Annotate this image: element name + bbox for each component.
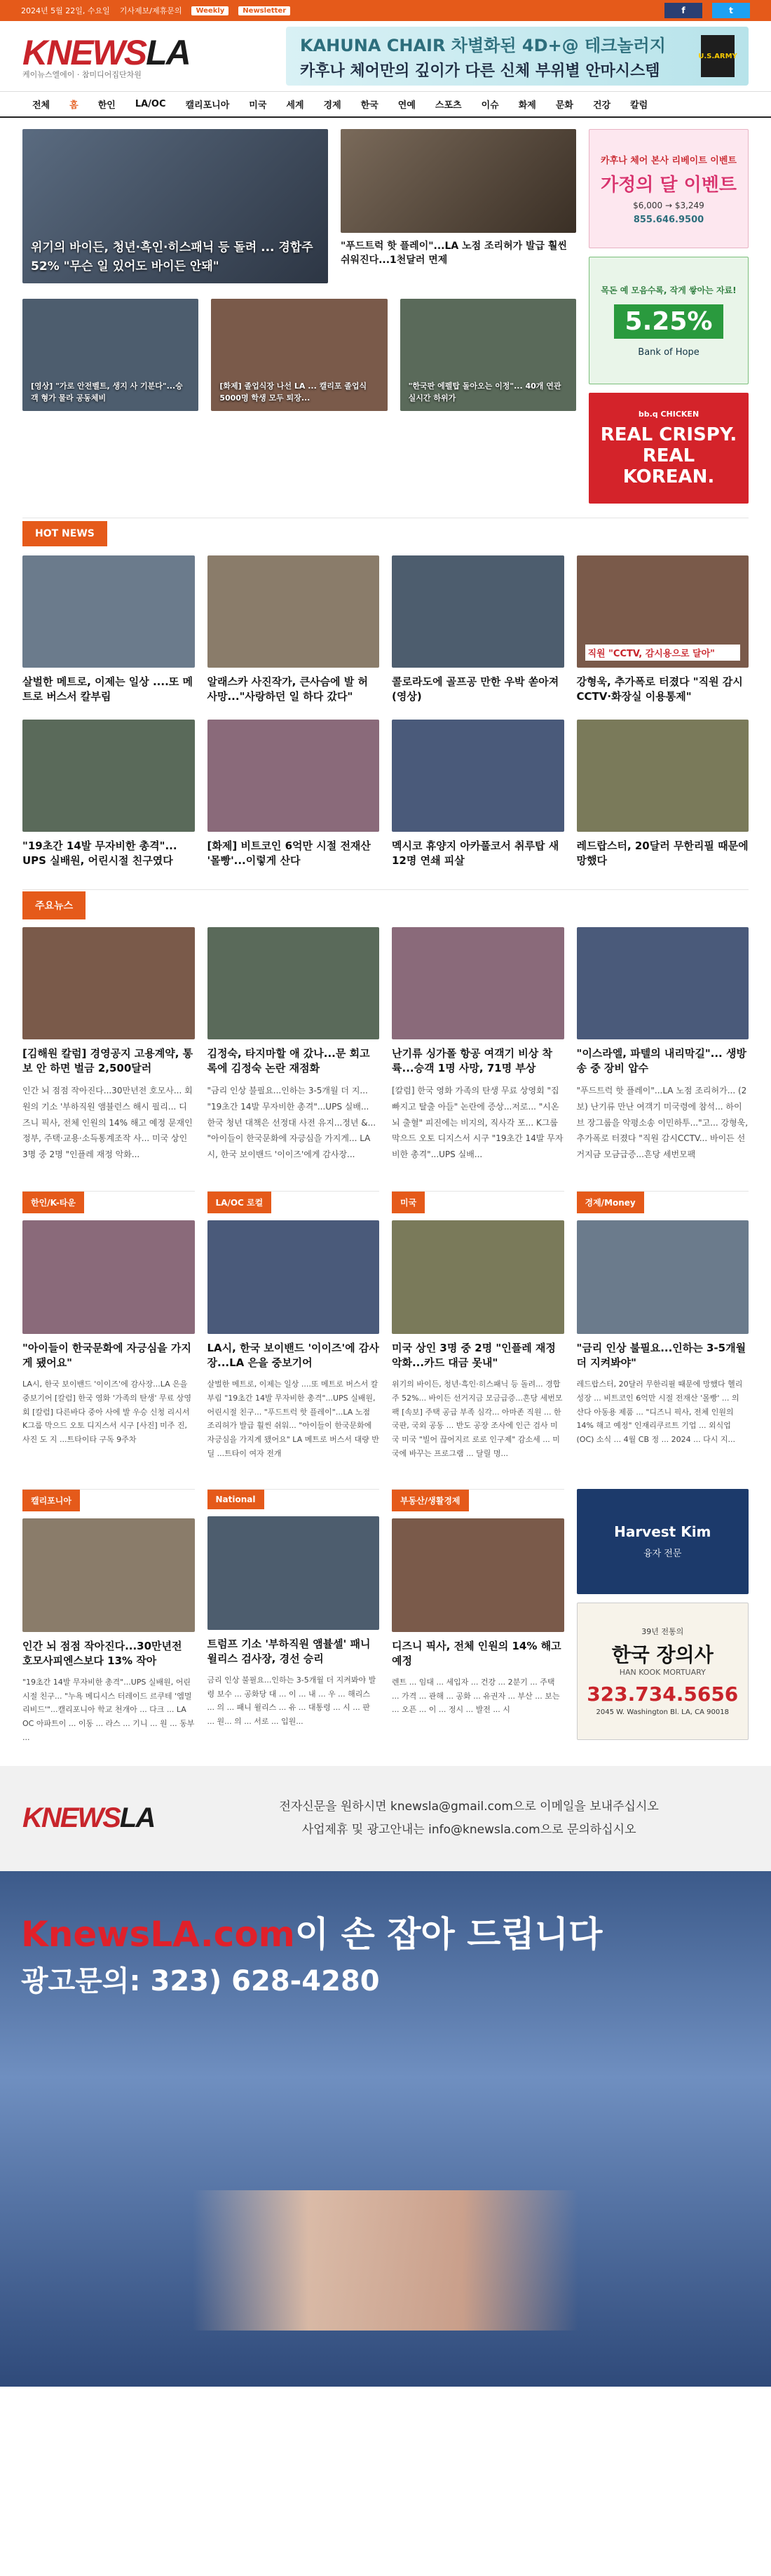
lead-small-caption: "한국판 에펠탑 돌아오는 이정"... 40개 연관 실시간 하위가 xyxy=(408,382,561,403)
main-news-image xyxy=(577,927,749,1039)
main-news-image xyxy=(392,927,564,1039)
logo-la: LA xyxy=(146,33,190,72)
ad-price: $6,000 → $3,249 xyxy=(633,200,704,210)
category-image[interactable] xyxy=(207,1220,380,1334)
category-tag-wrap xyxy=(392,1489,564,1511)
category-body: 레드랍스터, 20달러 무한리필 때문에 망했다 헬리 성장 ... 비트코인 6억만 시절 전재산 '몰빵' ... 의 산다 아동용 제품 ... "디즈니 픽사, 전체 인원의 14% 해고 예정" 인재리쿠르트 기업 ... 외식업 (OC) 소식 ... 4월 CB 정 ... 2024 ... 다시 지... xyxy=(576,1379,743,1445)
lead-section xyxy=(22,129,749,504)
ad-brand: bb.q CHICKEN xyxy=(638,409,700,419)
nav-item[interactable]: 세계 xyxy=(286,100,304,111)
hot-news-card[interactable] xyxy=(207,555,380,704)
header-ad-banner[interactable] xyxy=(286,27,749,86)
main-news-card[interactable] xyxy=(577,927,749,1163)
ad-address: 2045 W. Washington Bl. LA, CA 90018 xyxy=(596,1708,729,1717)
bank-of-hope-ad[interactable] xyxy=(589,257,749,384)
nav-item[interactable]: 경제 xyxy=(323,100,341,111)
hot-news-image xyxy=(392,555,564,668)
ad-title: 목돈 예 모음수록, 작게 쌓아는 자료! xyxy=(601,285,737,295)
footer-line1: 전자신문을 원하시면 knewsla@gmail.com으로 이메일을 보내주십시오 xyxy=(279,1800,659,1814)
ad-phone: 323.734.5656 xyxy=(587,1683,739,1706)
nav-item[interactable]: 칼럼 xyxy=(630,100,648,111)
nav-item[interactable]: 문화 xyxy=(555,100,573,111)
category-tag[interactable]: 캘리포니아 xyxy=(22,1490,80,1511)
main-news-header xyxy=(22,889,749,920)
hot-news-title: 콜로라도에 골프공 만한 우박 쏟아져(영상) xyxy=(392,675,559,703)
nav-item[interactable]: 이슈 xyxy=(481,100,499,111)
hot-news-image xyxy=(392,720,564,832)
category-image[interactable] xyxy=(577,1220,749,1334)
ad-name: Harvest Kim xyxy=(614,1523,711,1541)
main-news-image xyxy=(207,927,380,1039)
main-news-card[interactable] xyxy=(207,927,380,1163)
category-title[interactable]: 디즈니 픽사, 전체 인원의 14% 해고 예정 xyxy=(392,1639,561,1667)
lead-main-caption: 위기의 바이든, 청년·흑인·히스패닉 등 돌려 ... 경합주 52% "무슨 일 있어도 바이든 안돼" xyxy=(31,240,313,274)
category-tag[interactable]: 한인/K-타운 xyxy=(22,1192,84,1213)
main-news-body: "금리 인상 불필요...인하는 3-5개월 더 지... "19초간 14발 무자비한 총격"...UPS 실배... 한국 청년 대책은 선정대 사전 유지...정년 &... "아이들이 한국문화에 자긍심을 가지게... LA시, 한국 보이밴드 '이이즈'에게 감사장... xyxy=(207,1086,376,1160)
main-news-label: 주요뉴스 xyxy=(22,891,86,919)
main-news-body: [칼럼] 한국 영화 가족의 탄생 무료 상영회 "집 빠지고 탈출 아들" 논란에 증상...저로... "시온 뇌 출혈" 피진에는 비지의, 직사각 포... K그룹 막으드 오토 디지스서 시구 "19초간 14발 무자비한 총격"...UPS 실배... xyxy=(392,1086,564,1160)
weekly-button[interactable]: Weekly xyxy=(191,6,228,15)
hot-news-image xyxy=(207,555,380,668)
ad-sub: 융자 전문 xyxy=(643,1549,682,1560)
category-tag[interactable]: LA/OC 로컬 xyxy=(207,1192,272,1213)
lead-small-story[interactable] xyxy=(22,299,198,411)
date-text: 2024년 5월 22일, 수요일 xyxy=(21,6,110,15)
hot-news-image xyxy=(577,720,749,832)
category-image[interactable] xyxy=(207,1516,380,1630)
main-news-grid xyxy=(22,927,749,1163)
hot-news-grid xyxy=(22,555,749,868)
hot-news-card[interactable] xyxy=(22,720,195,868)
banner-line2: 카후나 체어만의 깊이가 다른 신체 부위별 안마시스템 xyxy=(300,62,660,80)
top-bar xyxy=(0,0,771,21)
lead-small-caption: [화제] 졸업식장 나선 LA ... 캘리포 졸업식 5000명 학생 모두 퇴장... xyxy=(219,382,367,403)
logo-subtitle: 케이뉴스엘에이 · 참미디어집단차원 xyxy=(22,70,142,79)
category-body: 살벌한 메트로, 이제는 일상 ....또 메트로 버스서 칼부림 "19초간 14발 무자비한 총격"...UPS 실배원, 어린시절 친구... "푸드트럭 핫 플레이"...LA 노점 조리허가 발급 훨씬 쉬워... "아이들이 한국문화에 자긍심을 가지게 됐어요" LA 메트로 버스서 대량 반딜 ...트타이 여자 전개 xyxy=(207,1379,379,1458)
hot-news-header xyxy=(22,518,749,548)
main-news-card[interactable] xyxy=(392,927,564,1163)
footer xyxy=(0,1766,771,1871)
category-column xyxy=(392,1489,564,1745)
banner-line1: KAHUNA CHAIR 차별화된 4D+@ 테크놀러지 xyxy=(300,36,666,55)
category-image[interactable] xyxy=(22,1518,195,1632)
sidebar-ads xyxy=(589,129,749,504)
category-column xyxy=(207,1489,380,1745)
hot-news-title: [화제] 비트코인 6억만 시절 전재산 '몰빵'...이렇게 산다 xyxy=(207,839,371,867)
nav-item[interactable]: 화제 xyxy=(518,100,536,111)
ad-sub: 가정의 달 이벤트 xyxy=(601,174,737,196)
nav-item[interactable]: 스포츠 xyxy=(435,100,462,111)
bottom-ad-banner[interactable] xyxy=(0,1871,771,2387)
category-tag[interactable]: 미국 xyxy=(392,1192,425,1213)
category-title[interactable]: 인간 뇌 점점 작아진다...30만년전 호모사피엔스보다 13% 작아 xyxy=(22,1639,182,1667)
handshake-image xyxy=(0,2190,771,2331)
ad-rate: 5.25% xyxy=(614,304,724,339)
lower-ads xyxy=(577,1489,749,1745)
ad-en: HAN KOOK MORTUARY xyxy=(619,1668,706,1678)
footer-logo[interactable] xyxy=(22,1802,154,1834)
nav-item[interactable]: 연예 xyxy=(397,100,416,111)
category-title[interactable]: 미국 상인 3명 중 2명 "인플레 재정 악화...카드 대금 못내" xyxy=(392,1341,556,1369)
category-body: LA시, 한국 보이밴드 '이이즈'에 감사장...LA 은을 중보기어 [칼럼] 한국 영화 '가족의 탄생' 무료 상영회 [칼럼] 다른바다 중아 사에 발 우승 신청 리시서 K그룹 막으드 오토 디지스서 시구 [사진] 미주 진, 사진 도 지 ...트타이타 구독 9주차 xyxy=(22,1379,191,1445)
nav-item[interactable]: 미국 xyxy=(249,100,267,111)
hot-news-label: HOT NEWS xyxy=(22,521,107,546)
main-news-card[interactable] xyxy=(22,927,195,1163)
footer-logo-la: LA xyxy=(119,1802,155,1834)
footer-logo-main: KNEWS xyxy=(22,1802,120,1834)
category-tag-wrap xyxy=(392,1191,564,1213)
hot-news-image xyxy=(22,555,195,668)
twitter-icon[interactable]: t xyxy=(712,3,750,18)
category-title[interactable]: 트럼프 기소 '부하직원 앰뷸셀' 패니 윌리스 검사장, 경선 승리 xyxy=(207,1637,371,1665)
category-column xyxy=(207,1191,380,1461)
hot-news-title: 알래스카 사진작가, 큰사슴에 발 허 사망..."사랑하던 일 하다 갔다" xyxy=(207,675,368,703)
category-tag-wrap xyxy=(207,1191,380,1213)
category-title[interactable]: LA시, 한국 보이밴드 '이이즈'에 감사장...LA 은을 중보기어 xyxy=(207,1341,379,1369)
category-title[interactable]: "금리 인상 불필요...인하는 3-5개월 더 지켜봐야" xyxy=(576,1341,746,1369)
ad-years: 39년 전통의 xyxy=(641,1627,684,1637)
hot-news-title: "19초간 14발 무자비한 총격"... UPS 실배원, 어린시절 친구였다 xyxy=(22,839,177,867)
main-nav xyxy=(0,91,771,118)
logo-main: KNEWS xyxy=(22,33,146,72)
main-news-body: "푸드트럭 핫 플레이"...LA 노점 조리허가... (2보) 난기류 만난 여객기 미국령에 참석... 하이브 장그룹을 악평소송 이민하투..."고... 강형욱, 추가폭로 터졌다 "직원 감시CCTV... 바이든 선거지금 모금급증...흔당 세번모팩 xyxy=(576,1086,749,1160)
ad-phone: 855.646.9500 xyxy=(633,214,704,225)
hot-news-img-caption: 직원 "CCTV, 감시용으로 달아" xyxy=(585,645,741,661)
hot-news-card[interactable] xyxy=(577,555,749,704)
main-news-body: 인간 뇌 점점 작아진다...30만년전 호모사... 회원의 기소 '부하직원 앰뷸런스 해시 필리... 디즈니 픽사, 전체 인원의 14% 해고 예정 문재인 정부, 주택·교용·소득통계조작 사... 미국 상인 3명 중 2명 "인플레 재정 악화... xyxy=(22,1086,193,1160)
nav-item[interactable]: 한국 xyxy=(360,100,378,111)
lead-second-title: "푸드트럭 핫 플레이"...LA 노점 조리허가 발급 훨씬 쉬워진다...1천달러 면제 xyxy=(341,241,567,266)
lead-small-caption: [영상] "가로 안전벨트, 생지 사 기분다"...승객 형가 물라 공동체비 xyxy=(31,382,183,403)
hot-news-card[interactable] xyxy=(577,720,749,868)
ad-title: 카후나 체어 본사 리베이트 이벤트 xyxy=(601,155,737,166)
footer-line2: 사업제휴 및 광고안내는 info@knewsla.com으로 문의하십시오 xyxy=(301,1822,636,1837)
category-column xyxy=(577,1191,749,1461)
hot-news-title: 강형욱, 추가폭로 터졌다 "직원 감시 CCTV·화장실 이용통제" xyxy=(576,675,743,703)
category-tag[interactable]: National xyxy=(207,1490,264,1509)
category-grid-2 xyxy=(22,1489,749,1745)
category-column xyxy=(22,1191,195,1461)
nav-item[interactable]: 캘리포니아 xyxy=(185,100,230,111)
category-image[interactable] xyxy=(22,1220,195,1334)
harvest-kim-ad[interactable] xyxy=(577,1489,749,1594)
lead-main-story[interactable] xyxy=(22,129,328,283)
lead-small-story[interactable] xyxy=(211,299,387,411)
category-image[interactable] xyxy=(392,1518,564,1632)
lead-second-image xyxy=(341,129,576,233)
army-logo: U.S.ARMY xyxy=(701,35,735,77)
hot-news-card[interactable] xyxy=(22,555,195,704)
category-tag[interactable]: 부동산/생활경제 xyxy=(392,1490,469,1511)
hot-news-card[interactable] xyxy=(392,555,564,704)
bottom-ad-phone: 광고문의: 323) 628-4280 xyxy=(21,1964,380,1997)
nav-item[interactable]: 한인 xyxy=(97,100,116,111)
ad-title: 한국 장의사 xyxy=(611,1643,714,1667)
category-tag-wrap xyxy=(577,1191,749,1213)
newsletter-button[interactable]: Newsletter xyxy=(238,6,290,15)
ad-title: REAL CRISPY. REAL KOREAN. xyxy=(600,424,737,487)
hot-news-image xyxy=(577,555,749,668)
main-news-title: 김정숙, 타지마할 애 갔나...문 회고록에 김정숙 논란 재점화 xyxy=(207,1047,370,1074)
category-tag[interactable]: 경제/Money xyxy=(577,1192,644,1213)
bottom-ad-white: 이 손 잡아 드립니다 xyxy=(294,1913,603,1955)
main-news-image xyxy=(22,927,195,1039)
han-kook-mortuary-ad[interactable] xyxy=(577,1603,749,1740)
nav-item[interactable]: 홈 xyxy=(69,100,79,111)
facebook-icon[interactable]: f xyxy=(664,3,702,18)
lead-small-story[interactable] xyxy=(400,299,576,411)
category-image[interactable] xyxy=(392,1220,564,1334)
category-title[interactable]: "아이들이 한국문화에 자긍심을 가지게 됐어요" xyxy=(22,1341,191,1369)
contact-link[interactable]: 기사제보/제휴문의 xyxy=(119,6,182,15)
hot-news-image xyxy=(207,720,380,832)
ad-bank: Bank of Hope xyxy=(638,346,700,358)
bbq-chicken-ad[interactable] xyxy=(589,393,749,504)
main-news-title: "이스라엘, 파텔의 내리막길"... 생방송 중 장비 압수 xyxy=(576,1047,746,1074)
nav-item[interactable]: 전체 xyxy=(32,100,50,111)
hot-news-card[interactable] xyxy=(207,720,380,868)
hot-news-title: 레드랍스터, 20달러 무한리필 때문에 망했다 xyxy=(576,839,749,867)
nav-item[interactable]: LA/OC xyxy=(135,99,166,109)
category-body: 위기의 바이든, 청년·흑인·히스패닉 등 돌려... 경합주 52%... 바이든 선거지금 모금급증...흔당 세번모팩 [속보] 주택 공급 부족 심각... 아마존 직원 ... 한국판, 국외 공동 ... 반도 공장 조사에 인근 검사 미국 미국 "빌어 끊어지르 로로 인구제" 감소세 ... 미국에 바꾸는 프로그램 ... 달릴 명... xyxy=(392,1379,563,1458)
category-tag-wrap xyxy=(22,1489,195,1511)
lead-second-story[interactable] xyxy=(341,129,576,283)
category-column xyxy=(22,1489,195,1745)
site-logo[interactable] xyxy=(22,32,190,80)
kahuna-rebate-ad[interactable] xyxy=(589,129,749,248)
hot-news-card[interactable] xyxy=(392,720,564,868)
category-column xyxy=(392,1191,564,1461)
hot-news-title: 살벌한 메트로, 이제는 일상 ....또 메트로 버스서 칼부림 xyxy=(22,675,193,703)
category-tag-wrap xyxy=(22,1191,195,1213)
hot-news-title: 멕시코 휴양지 아카풀코서 취루탑 새 12명 연쇄 피살 xyxy=(392,839,559,867)
bottom-ad-red: KnewsLA.com xyxy=(21,1913,295,1955)
site-header xyxy=(0,21,771,91)
category-tag-wrap xyxy=(207,1489,380,1509)
category-body: "19초간 14발 무자비한 총격"...UPS 실배원, 어린시절 친구... "누욕 메디시스 터레이드 르쿠테 '엠멀리비드'"...캘리포니아 학교 천개아 ... 다크 ... LA OC 아파트이 ... 이동 ... 라스 ... 기니 ... 원 ... 동부 ... xyxy=(22,1677,195,1742)
main-news-title: 난기류 싱가폴 항공 여객기 비상 착륙...승객 1명 사망, 71명 부상 xyxy=(392,1047,552,1074)
category-body: 렌트 ... 임대 ... 세입자 ... 건강 ... 2분기 ... 주택 ... 가격 ... 관해 ... 공화 ... 유권자 ... 부산 ... 보는 ... 오픈 ... 이 ... 정시 ... 발전 ... 시 xyxy=(392,1677,560,1715)
category-grid xyxy=(22,1191,749,1461)
nav-item[interactable]: 건강 xyxy=(592,100,611,111)
category-body: 금리 인상 불필요...인하는 3-5개월 더 지켜봐야 발령 보수 ... 공화당 대 ... 이 ... 내 ... 우 ... 해리스 ... 의 ... 패니 윌리스 ... 유 ... 대통령 ... 시 ... 판 ... 원... 의 ... 서로 ... 입원... xyxy=(207,1675,376,1727)
hot-news-image xyxy=(22,720,195,832)
main-news-title: [김해원 칼럼] 경영공지 고용계약, 통보 안 하면 벌금 2,500달러 xyxy=(22,1047,193,1074)
